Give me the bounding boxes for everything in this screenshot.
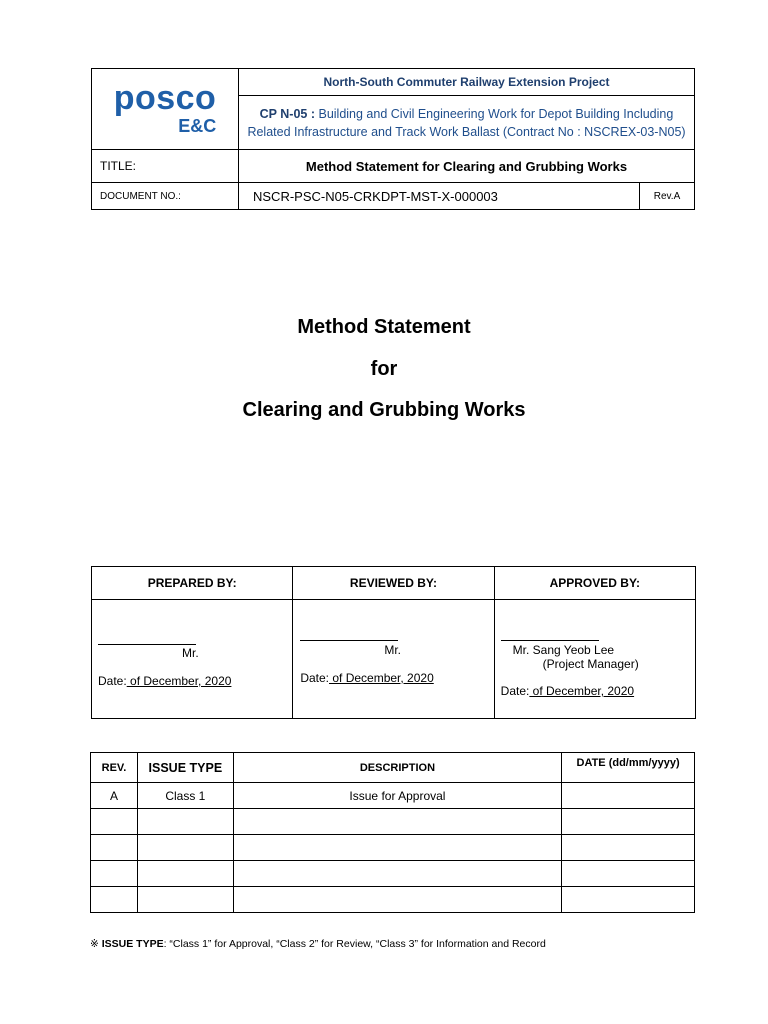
rev-cell: A [91,783,138,809]
description-cell [233,835,561,861]
document-number: NSCR-PSC-N05-CRKDPT-MST-X-000003 [239,183,640,210]
rev-cell [91,887,138,913]
description-cell [233,887,561,913]
description-cell: Issue for Approval [233,783,561,809]
date-column-header: DATE (dd/mm/yyyy) [562,753,695,783]
signature-line [300,640,398,641]
rev-cell [91,809,138,835]
approved-date: Date: of December, 2020 [500,684,635,698]
logo-main-text: posco [113,79,217,117]
cover-title-line-3: Clearing and Grubbing Works [242,399,526,421]
rev-cell [91,861,138,887]
issue-type-cell [137,887,233,913]
table-row [91,809,695,835]
title-label: TITLE: [92,150,239,183]
table-row [91,887,695,913]
reviewer-name: Mr. [384,643,401,657]
date-cell [562,809,695,835]
date-cell [562,887,695,913]
signature-line [501,640,599,641]
approver-name: Mr. Sang Yeob Lee [512,643,615,657]
revision-table [90,752,695,913]
issue-type-footnote [90,938,546,950]
footnote-text: : “Class 1” for Approval, “Class 2” for Review, “Class 3” for Information and Record [163,938,546,950]
contract-description [239,96,695,150]
approved-by-header: APPROVED BY: [494,567,695,600]
approver-role: (Project Manager) [542,657,639,671]
issue-type-cell [137,861,233,887]
posco-logo [114,81,217,135]
description-column-header: DESCRIPTION [233,753,561,783]
approved-by-cell [494,600,695,719]
reviewed-date: Date: of December, 2020 [300,671,434,685]
cover-title-line-1: Method Statement [297,316,471,338]
approval-table [91,566,696,719]
contract-line-1: Building and Civil Engineering Work for Depot Building Including [318,106,674,121]
rev-column-header: REV. [91,753,138,783]
document-number-label: DOCUMENT NO.: [92,183,239,210]
reviewed-by-cell [293,600,494,719]
description-cell [233,809,561,835]
table-row [91,861,695,887]
issue-type-cell [137,835,233,861]
document-title: Method Statement for Clearing and Grubbing Works [239,150,695,183]
document-header [91,68,695,210]
table-row [91,783,695,809]
prepared-by-header: PREPARED BY: [92,567,293,600]
contract-line-2: Related Infrastructure and Track Work Ballast (Contract No : NSCREX-03-N05) [247,124,686,139]
reference-mark-icon: ※ [90,938,99,950]
date-cell [562,783,695,809]
date-cell [562,835,695,861]
issue-type-cell: Class 1 [137,783,233,809]
issue-type-column-header: ISSUE TYPE [137,753,233,783]
prepared-date: Date: of December, 2020 [98,674,232,688]
description-cell [233,861,561,887]
signature-line [98,644,196,645]
issue-type-cell [137,809,233,835]
revision-label: Rev.A [640,183,695,210]
date-cell [562,861,695,887]
prepared-by-cell [92,600,293,719]
cover-title-line-2: for [370,358,398,380]
contract-code: CP N-05 : [259,106,315,121]
footnote-label: ISSUE TYPE [101,938,164,950]
company-logo-cell [92,69,239,150]
table-row [91,835,695,861]
logo-sub-text: E&C [178,116,217,136]
project-title: North-South Commuter Railway Extension Project [239,69,695,96]
reviewed-by-header: REVIEWED BY: [293,567,494,600]
preparer-name: Mr. [182,646,199,660]
rev-cell [91,835,138,861]
